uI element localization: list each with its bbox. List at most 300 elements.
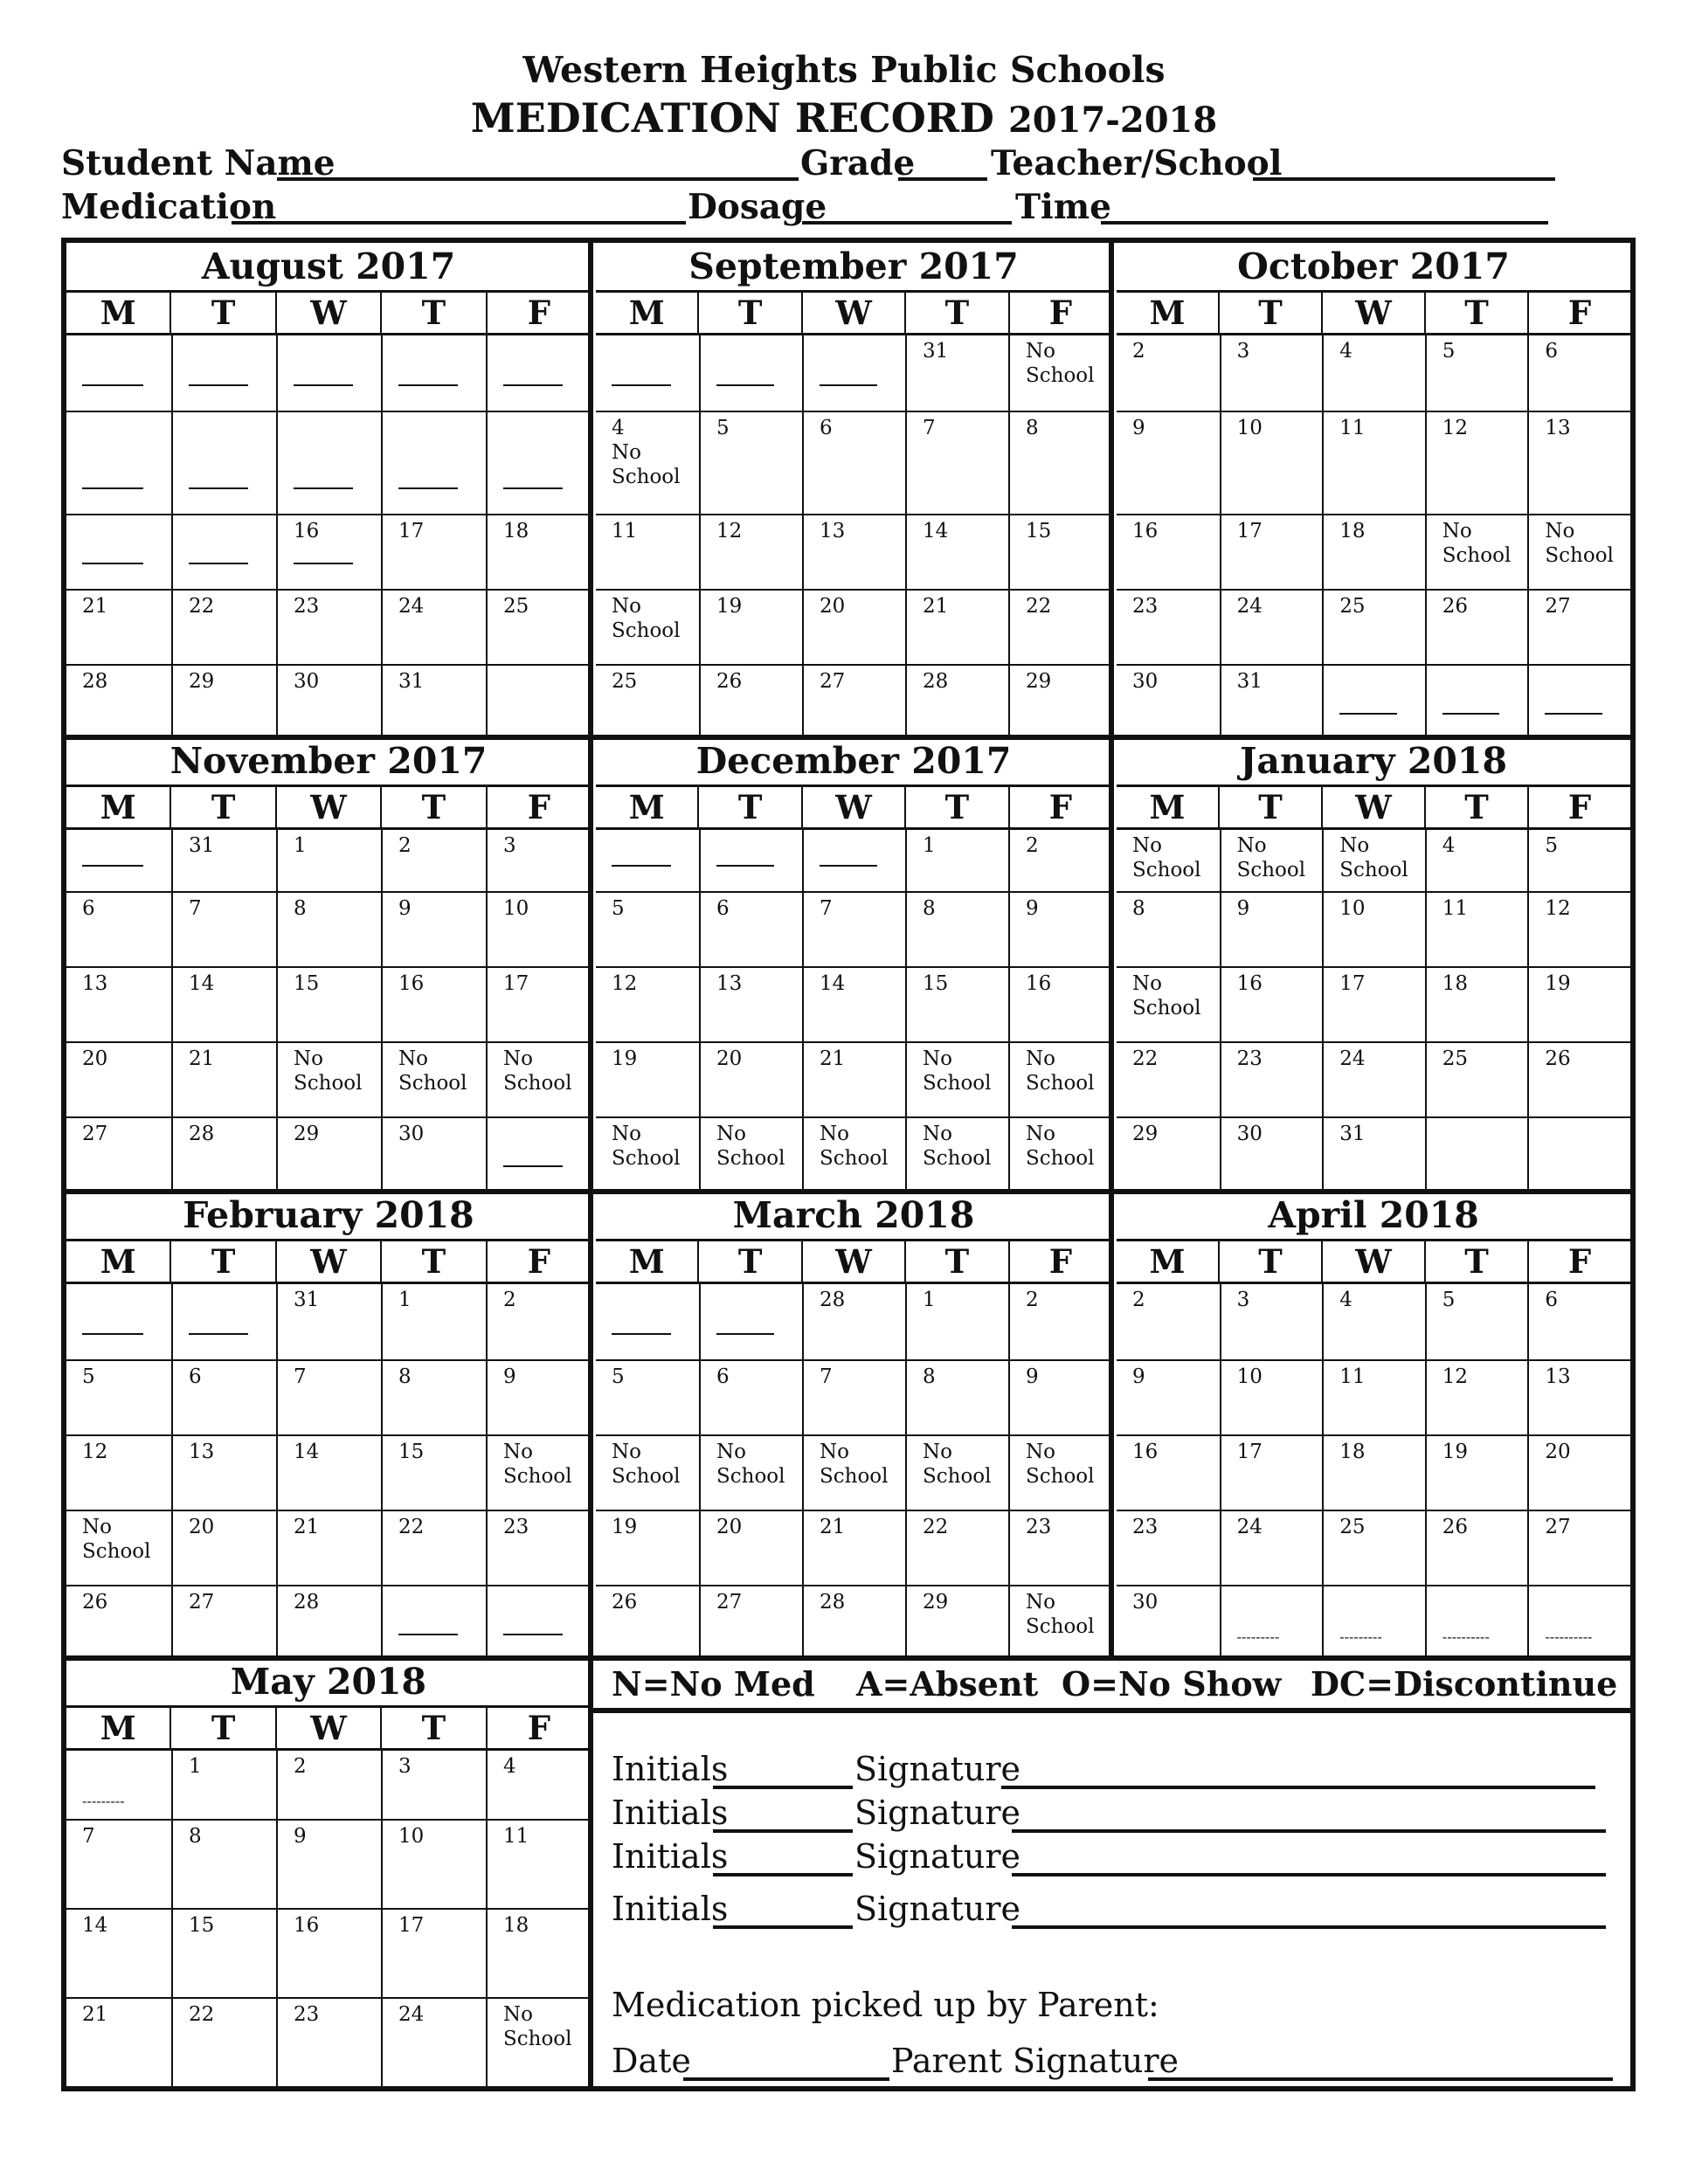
day-cell[interactable]: [66, 514, 171, 589]
day-cell[interactable]: [699, 335, 802, 411]
day-cell[interactable]: [1425, 1585, 1528, 1660]
day-cell[interactable]: [276, 1510, 381, 1585]
day-cell[interactable]: [802, 514, 905, 589]
day-cell[interactable]: [171, 830, 276, 891]
day-cell[interactable]: [1425, 514, 1528, 589]
day-cell[interactable]: [276, 1819, 381, 1908]
day-label: 15: [398, 1441, 425, 1463]
day-cell[interactable]: [1322, 514, 1425, 589]
day-cell[interactable]: [171, 1997, 276, 2086]
day-cell[interactable]: [381, 1908, 486, 1997]
day-cell[interactable]: [381, 335, 486, 411]
signature-field[interactable]: [1012, 1873, 1606, 1876]
day-cell[interactable]: [381, 1751, 486, 1819]
day-cell[interactable]: [171, 1585, 276, 1660]
month-title: January 2018: [1117, 737, 1630, 787]
day-cell[interactable]: [1117, 1510, 1220, 1585]
day-cell[interactable]: [905, 589, 1008, 664]
day-cell[interactable]: [905, 1116, 1008, 1192]
day-cell[interactable]: [171, 1510, 276, 1585]
day-cell[interactable]: [66, 1284, 171, 1359]
weekday-label: W: [1321, 787, 1424, 827]
weekday-label: M: [628, 294, 665, 332]
day-label: ---------: [82, 1793, 125, 1809]
day-cell[interactable]: [1008, 1041, 1111, 1116]
day-cell[interactable]: [171, 1116, 276, 1192]
day-cell[interactable]: [1322, 1510, 1425, 1585]
day-cell[interactable]: [1117, 830, 1220, 891]
day-cell[interactable]: [486, 966, 591, 1041]
initials-field[interactable]: [713, 1925, 853, 1929]
day-cell[interactable]: [1117, 1041, 1220, 1116]
day-cell[interactable]: [1322, 966, 1425, 1041]
day-cell[interactable]: [1220, 830, 1323, 891]
day-cell[interactable]: [905, 664, 1008, 739]
day-cell[interactable]: [1008, 1116, 1111, 1192]
day-cell[interactable]: [486, 1284, 591, 1359]
day-cell[interactable]: [276, 1359, 381, 1434]
day-cell[interactable]: [1117, 1284, 1220, 1359]
day-cell[interactable]: [486, 335, 591, 411]
day-cell[interactable]: [1322, 335, 1425, 411]
day-cell[interactable]: [905, 411, 1008, 514]
day-cell[interactable]: [596, 514, 699, 589]
day-cell[interactable]: [596, 1434, 699, 1510]
day-cell[interactable]: [699, 966, 802, 1041]
day-cell[interactable]: [276, 1997, 381, 2086]
day-cell[interactable]: [381, 1510, 486, 1585]
day-cell[interactable]: [1527, 411, 1630, 514]
weekday-label: F: [486, 1708, 591, 1748]
pickup-date-field[interactable]: [683, 2077, 889, 2081]
teacher-school-field[interactable]: [1253, 177, 1555, 181]
day-cell[interactable]: [596, 1284, 699, 1359]
day-cell[interactable]: [1322, 1041, 1425, 1116]
day-cell[interactable]: [1425, 1510, 1528, 1585]
day-cell[interactable]: [1117, 335, 1220, 411]
day-label: 9: [294, 1825, 307, 1848]
day-label: 15: [189, 1914, 215, 1937]
day-cell[interactable]: [596, 1116, 699, 1192]
day-cell[interactable]: [381, 1819, 486, 1908]
day-cell[interactable]: [276, 1585, 381, 1660]
day-cell[interactable]: [1425, 891, 1528, 966]
day-cell[interactable]: [486, 1585, 591, 1660]
day-label: 12: [612, 972, 638, 995]
day-cell[interactable]: [1008, 411, 1111, 514]
day-label: No School: [1442, 520, 1512, 567]
day-cell[interactable]: [1117, 891, 1220, 966]
day-cell[interactable]: [802, 411, 905, 514]
day-cell[interactable]: [1425, 1284, 1528, 1359]
day-cell[interactable]: [1220, 1510, 1323, 1585]
day-cell[interactable]: [596, 891, 699, 966]
day-cell[interactable]: [699, 589, 802, 664]
day-label: 13: [820, 520, 846, 543]
day-cell[interactable]: [1322, 1284, 1425, 1359]
day-cell[interactable]: [171, 891, 276, 966]
day-cell[interactable]: [699, 891, 802, 966]
day-cell[interactable]: [1008, 664, 1111, 739]
day-cell[interactable]: [66, 411, 171, 514]
day-cell[interactable]: [1220, 1585, 1323, 1660]
day-cell[interactable]: [905, 1585, 1008, 1660]
day-label: 26: [1442, 595, 1469, 618]
day-cell[interactable]: [802, 335, 905, 411]
day-cell[interactable]: [802, 589, 905, 664]
day-cell[interactable]: [1220, 1284, 1323, 1359]
day-label: 29: [1132, 1123, 1159, 1145]
day-cell[interactable]: [276, 1434, 381, 1510]
day-cell[interactable]: [699, 1359, 802, 1434]
day-cell[interactable]: [905, 891, 1008, 966]
initials-field[interactable]: [713, 1786, 853, 1789]
day-cell[interactable]: [276, 335, 381, 411]
day-cell[interactable]: [171, 1434, 276, 1510]
day-cell[interactable]: [905, 335, 1008, 411]
day-cell[interactable]: [1117, 664, 1220, 739]
day-cell[interactable]: [1117, 514, 1220, 589]
day-cell[interactable]: [699, 830, 802, 891]
day-cell[interactable]: [1425, 1041, 1528, 1116]
day-cell[interactable]: [171, 1751, 276, 1819]
weekday-header: [66, 293, 591, 335]
day-label: 18: [1339, 520, 1366, 543]
day-cell[interactable]: [1008, 966, 1111, 1041]
day-cell[interactable]: [66, 1751, 171, 1819]
day-cell[interactable]: [66, 1434, 171, 1510]
day-cell[interactable]: [486, 664, 591, 739]
day-cell[interactable]: [802, 664, 905, 739]
day-cell[interactable]: [1425, 411, 1528, 514]
day-cell[interactable]: [381, 664, 486, 739]
day-cell[interactable]: [1008, 891, 1111, 966]
day-cell[interactable]: [276, 966, 381, 1041]
grade-label: Grade: [800, 143, 916, 183]
day-cell[interactable]: [1322, 589, 1425, 664]
day-cell[interactable]: [486, 1510, 591, 1585]
day-cell[interactable]: [699, 664, 802, 739]
day-cell[interactable]: [171, 966, 276, 1041]
day-cell[interactable]: [171, 514, 276, 589]
day-cell[interactable]: [171, 1908, 276, 1997]
day-cell[interactable]: [1425, 1116, 1528, 1192]
day-cell[interactable]: [1527, 1585, 1630, 1660]
month-title: April 2018: [1117, 1192, 1630, 1241]
day-cell[interactable]: [1527, 1041, 1630, 1116]
day-label: 4: [1339, 340, 1352, 363]
day-cell[interactable]: [596, 589, 699, 664]
day-cell[interactable]: [596, 1359, 699, 1434]
day-cell[interactable]: [1117, 1359, 1220, 1434]
day-cell[interactable]: [1527, 514, 1630, 589]
day-label: 27: [189, 1591, 215, 1614]
day-cell[interactable]: [276, 664, 381, 739]
day-cell[interactable]: [276, 1116, 381, 1192]
day-cell[interactable]: [66, 1116, 171, 1192]
day-cell[interactable]: [381, 1284, 486, 1359]
signature-field[interactable]: [1012, 1925, 1606, 1929]
day-cell[interactable]: [276, 830, 381, 891]
initials-field[interactable]: [713, 1829, 853, 1833]
day-cell[interactable]: [699, 1434, 802, 1510]
day-cell[interactable]: [486, 589, 591, 664]
day-cell[interactable]: [1425, 589, 1528, 664]
medication-field[interactable]: [232, 221, 686, 225]
day-cell[interactable]: [276, 891, 381, 966]
day-label: 9: [1132, 1365, 1145, 1388]
day-label: 17: [1339, 972, 1366, 995]
day-cell[interactable]: [1220, 1434, 1323, 1510]
day-cell[interactable]: [1008, 1510, 1111, 1585]
day-cell[interactable]: [66, 1819, 171, 1908]
day-cell[interactable]: [171, 411, 276, 514]
signature-field[interactable]: [1001, 1786, 1595, 1789]
day-cell[interactable]: [1008, 1585, 1111, 1660]
day-cell[interactable]: [1220, 1116, 1323, 1192]
day-cell[interactable]: [1527, 1510, 1630, 1585]
day-cell[interactable]: [66, 1510, 171, 1585]
day-label: 21: [82, 2003, 108, 2026]
day-cell[interactable]: [596, 664, 699, 739]
day-cell[interactable]: [1008, 589, 1111, 664]
day-cell[interactable]: [1008, 335, 1111, 411]
day-label: 16: [1132, 520, 1159, 543]
dosage-field[interactable]: [802, 221, 1012, 225]
day-cell[interactable]: [381, 589, 486, 664]
day-cell[interactable]: [381, 1116, 486, 1192]
day-cell[interactable]: [1527, 664, 1630, 739]
day-cell[interactable]: [1425, 830, 1528, 891]
day-cell[interactable]: [171, 1359, 276, 1434]
day-cell[interactable]: [66, 1585, 171, 1660]
day-cell[interactable]: [66, 664, 171, 739]
day-cell[interactable]: [486, 1819, 591, 1908]
day-cell[interactable]: [1425, 1359, 1528, 1434]
day-cell[interactable]: [66, 966, 171, 1041]
day-cell[interactable]: [802, 830, 905, 891]
day-cell[interactable]: [699, 411, 802, 514]
day-cell[interactable]: [1008, 1359, 1111, 1434]
day-cell[interactable]: [1527, 1284, 1630, 1359]
day-cell[interactable]: [486, 1041, 591, 1116]
day-cell[interactable]: [596, 411, 699, 514]
day-cell[interactable]: [1117, 589, 1220, 664]
day-cell[interactable]: [1527, 891, 1630, 966]
day-cell[interactable]: [1527, 830, 1630, 891]
day-cell[interactable]: [699, 1585, 802, 1660]
day-cell[interactable]: [905, 1041, 1008, 1116]
day-cell[interactable]: [381, 1359, 486, 1434]
day-cell[interactable]: [66, 335, 171, 411]
day-cell[interactable]: [699, 1510, 802, 1585]
day-cell[interactable]: [1322, 830, 1425, 891]
day-cell[interactable]: [905, 1434, 1008, 1510]
day-cell[interactable]: [1220, 589, 1323, 664]
day-cell[interactable]: [486, 1997, 591, 2086]
day-cell[interactable]: [1322, 1359, 1425, 1434]
day-cell[interactable]: [596, 335, 699, 411]
day-cell[interactable]: [171, 335, 276, 411]
day-cell[interactable]: [276, 1908, 381, 1997]
day-cell[interactable]: [276, 1284, 381, 1359]
day-cell[interactable]: [905, 966, 1008, 1041]
day-cell[interactable]: [699, 1116, 802, 1192]
day-cell[interactable]: [66, 1997, 171, 2086]
day-cell[interactable]: [276, 411, 381, 514]
day-cell[interactable]: [1322, 1585, 1425, 1660]
day-cell[interactable]: [802, 1359, 905, 1434]
day-cell[interactable]: [1527, 1359, 1630, 1434]
day-cell[interactable]: [66, 1041, 171, 1116]
day-cell[interactable]: [486, 1751, 591, 1819]
day-cell[interactable]: [802, 1284, 905, 1359]
day-cell[interactable]: [276, 1751, 381, 1819]
month-title: February 2018: [66, 1192, 591, 1241]
day-cell[interactable]: [381, 1041, 486, 1116]
signature-field[interactable]: [1012, 1829, 1606, 1833]
day-cell[interactable]: [905, 830, 1008, 891]
day-cell[interactable]: [699, 1041, 802, 1116]
day-cell[interactable]: [276, 589, 381, 664]
day-cell[interactable]: [486, 514, 591, 589]
day-cell[interactable]: [381, 1997, 486, 2086]
day-cell[interactable]: [486, 891, 591, 966]
day-cell[interactable]: [486, 1908, 591, 1997]
weekday-label: W: [275, 293, 380, 333]
day-cell[interactable]: [1425, 966, 1528, 1041]
day-cell[interactable]: [1322, 1434, 1425, 1510]
day-cell[interactable]: [1425, 664, 1528, 739]
day-cell[interactable]: [276, 514, 381, 589]
day-cell[interactable]: [486, 411, 591, 514]
day-cell[interactable]: [1220, 514, 1323, 589]
day-cell[interactable]: [66, 891, 171, 966]
day-cell[interactable]: [1527, 589, 1630, 664]
day-cell[interactable]: [1117, 411, 1220, 514]
day-cell[interactable]: [1117, 966, 1220, 1041]
day-cell[interactable]: [1527, 1116, 1630, 1192]
day-cell[interactable]: [486, 1359, 591, 1434]
day-cell[interactable]: [171, 589, 276, 664]
day-cell[interactable]: [1117, 1434, 1220, 1510]
day-cell[interactable]: [596, 1585, 699, 1660]
day-cell[interactable]: [699, 1284, 802, 1359]
day-cell[interactable]: [802, 891, 905, 966]
day-cell[interactable]: [381, 1585, 486, 1660]
day-label: 17: [1236, 1441, 1263, 1463]
day-cell[interactable]: [802, 1510, 905, 1585]
day-cell[interactable]: [1117, 1585, 1220, 1660]
day-cell[interactable]: [596, 1510, 699, 1585]
day-cell[interactable]: [381, 1434, 486, 1510]
time-field[interactable]: [1101, 221, 1548, 225]
day-label: 22: [189, 2003, 215, 2026]
day-cell[interactable]: [699, 514, 802, 589]
day-cell[interactable]: [1322, 411, 1425, 514]
day-cell[interactable]: [381, 966, 486, 1041]
parent-signature-field[interactable]: [1148, 2077, 1613, 2081]
grade-field[interactable]: [898, 177, 987, 181]
day-cell[interactable]: [381, 411, 486, 514]
day-label: 12: [1442, 417, 1469, 439]
day-cell[interactable]: [905, 1284, 1008, 1359]
day-cell[interactable]: [1117, 1116, 1220, 1192]
day-cell[interactable]: [1322, 664, 1425, 739]
day-cell[interactable]: [1425, 1434, 1528, 1510]
student-name-field[interactable]: [277, 177, 799, 181]
initials-field[interactable]: [713, 1873, 853, 1876]
weekday-header: [66, 787, 591, 830]
day-cell[interactable]: [596, 1041, 699, 1116]
day-cell[interactable]: [486, 1434, 591, 1510]
day-label: 11: [503, 1825, 529, 1848]
day-cell[interactable]: [1220, 1041, 1323, 1116]
day-cell[interactable]: [1008, 1434, 1111, 1510]
column-divider: [1109, 243, 1114, 1658]
day-label: 17: [398, 1914, 425, 1937]
day-cell[interactable]: [1527, 966, 1630, 1041]
day-cell[interactable]: [1322, 891, 1425, 966]
day-cell[interactable]: [381, 830, 486, 891]
day-cell[interactable]: [1220, 664, 1323, 739]
day-cell[interactable]: [486, 830, 591, 891]
day-cell[interactable]: [1008, 514, 1111, 589]
day-cell[interactable]: [66, 1908, 171, 1997]
day-cell[interactable]: [1220, 1359, 1323, 1434]
day-cell[interactable]: [1220, 411, 1323, 514]
day-cell[interactable]: [1527, 335, 1630, 411]
day-cell[interactable]: [276, 1041, 381, 1116]
day-cell[interactable]: [802, 1041, 905, 1116]
day-label: 31: [398, 670, 425, 693]
day-cell[interactable]: [381, 514, 486, 589]
day-cell[interactable]: [66, 1359, 171, 1434]
day-cell[interactable]: [802, 1434, 905, 1510]
day-cell[interactable]: [66, 830, 171, 891]
day-cell[interactable]: [1220, 966, 1323, 1041]
day-cell[interactable]: [905, 1359, 1008, 1434]
day-cell[interactable]: [66, 589, 171, 664]
weekday-label: T: [169, 1708, 274, 1748]
day-cell[interactable]: [1220, 335, 1323, 411]
day-label: No School: [503, 1441, 572, 1488]
day-cell[interactable]: [171, 1041, 276, 1116]
day-cell[interactable]: [596, 966, 699, 1041]
day-cell[interactable]: [171, 1284, 276, 1359]
day-cell[interactable]: [381, 891, 486, 966]
day-cell[interactable]: [596, 830, 699, 891]
day-cell[interactable]: [905, 1510, 1008, 1585]
day-label: 24: [398, 2003, 425, 2026]
day-cell[interactable]: [486, 1116, 591, 1192]
day-label: ---------: [1339, 1628, 1382, 1645]
day-cell[interactable]: [1322, 1116, 1425, 1192]
day-cell[interactable]: [802, 1585, 905, 1660]
day-cell[interactable]: [171, 1819, 276, 1908]
day-cell[interactable]: [1008, 1284, 1111, 1359]
day-cell[interactable]: [1220, 891, 1323, 966]
day-cell[interactable]: [171, 664, 276, 739]
weekday-label: M: [628, 1242, 665, 1281]
day-cell[interactable]: [802, 1116, 905, 1192]
day-cell[interactable]: [905, 514, 1008, 589]
blank-line: [294, 487, 353, 489]
day-cell[interactable]: [1008, 830, 1111, 891]
day-cell[interactable]: [802, 966, 905, 1041]
day-cell[interactable]: [1425, 335, 1528, 411]
day-cell[interactable]: [1527, 1434, 1630, 1510]
